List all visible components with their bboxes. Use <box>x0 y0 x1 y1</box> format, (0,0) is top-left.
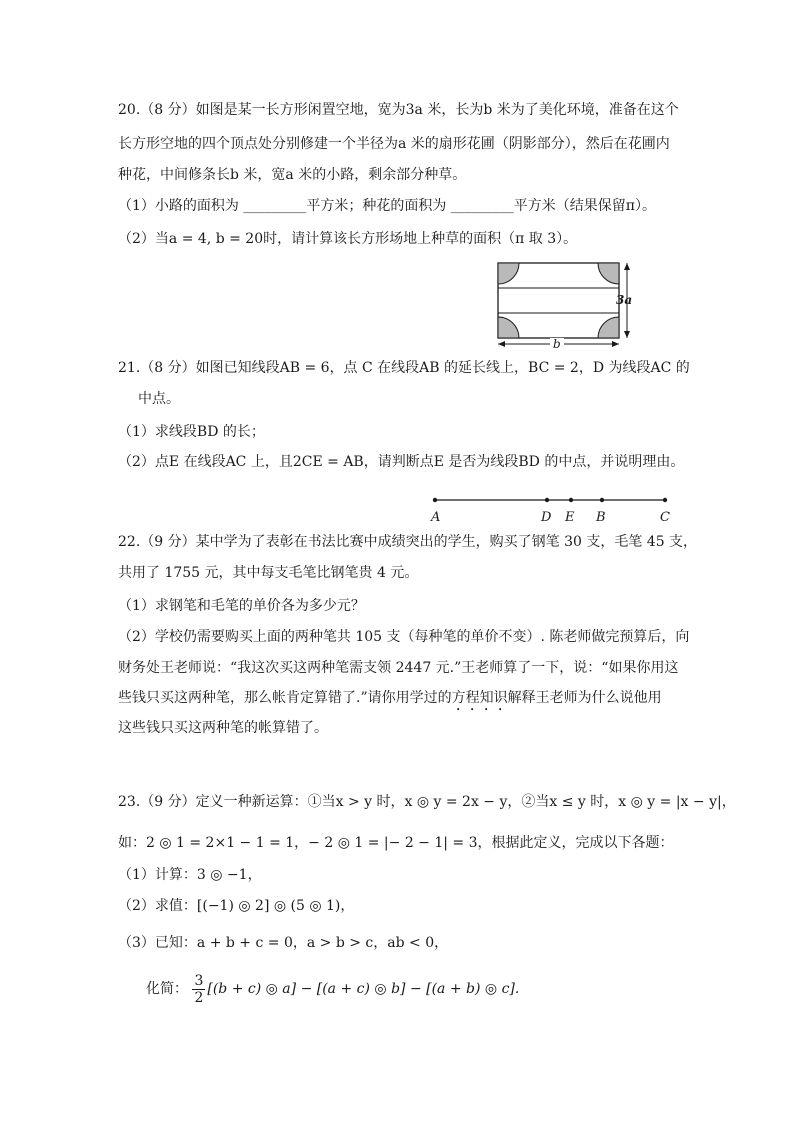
q20-part-1: （1）小路的面积为 _________平方米；种花的面积为 _________平方米（结果保留π）。 <box>118 198 657 214</box>
q23-stem-line-1: 23.（9 分）定义一种新运算：①当x > y 时，x ◎ y = 2x − y，②当x ≤ y 时，x ◎ y = |x − y|， <box>118 794 736 810</box>
q23-part-1: （1）计算：3 ◎ −1， <box>118 867 262 883</box>
q22-part-2-line-1: （2）学校仍需要购买上面的两种笔共 105 支（每种笔的单价不变）. 陈老师做完预算后，向 <box>118 629 690 645</box>
q20-part-2: （2）当a = 4, b = 20时，请计算该长方形场地上种草的面积（π 取 3）。 <box>118 231 578 247</box>
q21-segment-figure <box>420 490 680 526</box>
width-arrow-top <box>624 263 630 270</box>
point-B-label: B <box>596 510 606 525</box>
point-A-label: A <box>431 510 441 525</box>
width-arrow-bottom <box>624 331 630 338</box>
q22-part-2-line-2: 财务处王老师说：“我这次买这两种笔需支领 2447 元.”王老师算了一下，说：“如果你用这 <box>118 660 679 676</box>
q23-part-3-simplify: 化简： $\frac{3}{2}$ [(b + c) ◎ a] − [(a + c) ◎ b] − [(a + b) ◎ c]. <box>146 972 520 1006</box>
q20-figure <box>490 258 640 350</box>
length-arrow-left <box>498 341 505 347</box>
point-C-dot <box>663 498 667 502</box>
q22-part-2-line-4: 这些钱只买这两种笔的帐算错了。 <box>118 720 328 736</box>
point-C-label: C <box>660 510 670 525</box>
q20-stem-line-2: 长方形空地的四个顶点处分别修建一个半径为a 米的扇形花圃（阴影部分），然后在花圃内 <box>118 136 670 152</box>
point-B-dot <box>600 498 604 502</box>
point-E-label: E <box>565 510 575 525</box>
q23-part-2: （2）求值：[(−1) ◎ 2] ◎ (5 ◎ 1)， <box>118 898 355 914</box>
q21-part-2: （2）点E 在线段AC 上，且2CE = AB，请判断点E 是否为线段BD 的中点，并说明理由。 <box>118 454 685 470</box>
q23-stem-line-2: 如：2 ◎ 1 = 2×1 − 1 = 1，− 2 ◎ 1 = |− 2 − 1| = 3，根据此定义，完成以下各题： <box>118 835 674 851</box>
point-A-dot <box>433 498 437 502</box>
point-D-dot <box>545 498 549 502</box>
q22-part-2-line-3: 些钱只买这两种笔，那么帐肯定算错了.”请你用学过的方程知识解释王老师为什么说他用 <box>118 690 662 706</box>
q23-part-3: （3）已知：a + b + c = 0，a > b > c，ab < 0， <box>118 935 449 951</box>
length-label: b <box>553 337 561 350</box>
q20-stem-line-3: 种花，中间修条长b 米，宽a 米的小路，剩余部分种草。 <box>118 167 467 183</box>
fraction-three-halves: $\frac{3}{2}$ <box>194 972 204 1006</box>
width-label: 3a <box>616 293 633 307</box>
q22-stem-line-2: 共用了 1755 元，其中每支毛笔比钢笔贵 4 元。 <box>118 565 419 581</box>
point-E-dot <box>569 498 573 502</box>
length-arrow-right <box>612 341 619 347</box>
q21-stem-line-2: 中点。 <box>138 391 180 407</box>
q20-stem-line-1: 20.（8 分）如图是某一长方形闲置空地，宽为3a 米，长为b 米为了美化环境，准备在这个 <box>118 102 679 118</box>
simplify-expression: [(b + c) ◎ a] − [(a + c) ◎ b] − [(a + b) ◎ c]. <box>207 981 520 997</box>
q22-stem-line-1: 22.（9 分）某中学为了表彰在书法比赛中成绩突出的学生，购买了钢笔 30 支，毛笔 45 支， <box>118 534 698 550</box>
q22-part-1: （1）求钢笔和毛笔的单价各为多少元？ <box>118 598 365 614</box>
q21-stem-line-1: 21.（8 分）如图已知线段AB = 6，点 C 在线段AB 的延长线上，BC = 2，D 为线段AC 的 <box>118 360 690 376</box>
emphasized-text: 方程知识 <box>451 690 508 706</box>
point-D-label: D <box>541 510 552 525</box>
q21-part-1: （1）求线段BD 的长； <box>118 424 265 440</box>
